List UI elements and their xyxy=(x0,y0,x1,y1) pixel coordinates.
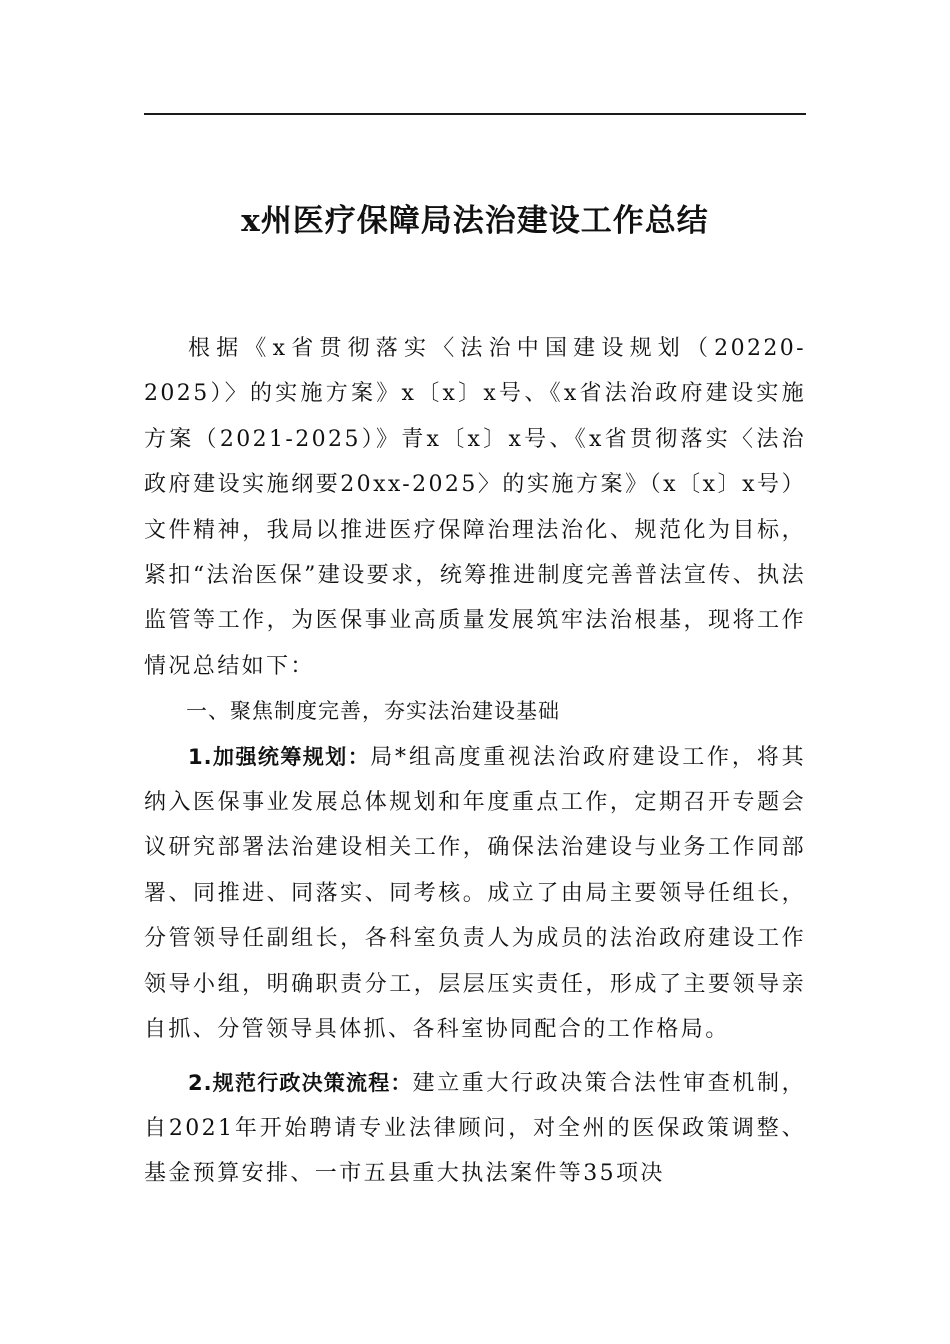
item-2-paragraph xyxy=(144,1061,806,1197)
document-body xyxy=(144,326,806,1197)
document-title: x州医疗保障局法治建设工作总结 xyxy=(241,203,709,239)
item-2-text: 建立重大行政决策合法性审查机制，自2021年开始聘请专业法律顾问，对全州的医保政策调整、基金预算安排、一市五县重大执法案件等35项决 xyxy=(144,1070,806,1187)
section-heading-1: 一、聚焦制度完善，夯实法治建设基础 xyxy=(186,699,560,724)
item-1-paragraph xyxy=(144,735,806,1053)
item-1-text: 局*组高度重视法治政府建设工作，将其纳入医保事业发展总体规划和年度重点工作，定期召开专题会议研究部署法治建设相关工作，确保法治建设与业务工作同部署、同推进、同落实、同考核。成立了由局主要领导任组长，分管领导任副组长，各科室负责人为成员的法治政府建设工作领导小组，明确职责分工，层层压实责任，形成了主要领导亲自抓、分管领导具体抓、各科室协同配合的工作格局。 xyxy=(144,744,807,1043)
paragraph-gap xyxy=(144,1053,806,1061)
intro-paragraph: 根据《x省贯彻落实〈法治中国建设规划（20220-2025）〉的实施方案》x〔x〕x号、《x省法治政府建设实施方案（2021-2025）》青x〔x〕x号、《x省贯彻落实〈法治政府建设实施纲要20xx-2025〉的实施方案》（x〔x〕x号）文件精神，我局以推进医疗保障治理法治化、规范化为目标，紧扣“法治医保”建设要求，统筹推进制度完善普法宣传、执法监管等工作，为医保事业高质量发展筑牢法治根基，现将工作情况总结如下： xyxy=(144,336,806,679)
item-1-label: 1.加强统筹规划： xyxy=(188,744,371,769)
header-rule xyxy=(144,113,806,115)
item-2-label: 2.规范行政决策流程： xyxy=(188,1070,413,1095)
